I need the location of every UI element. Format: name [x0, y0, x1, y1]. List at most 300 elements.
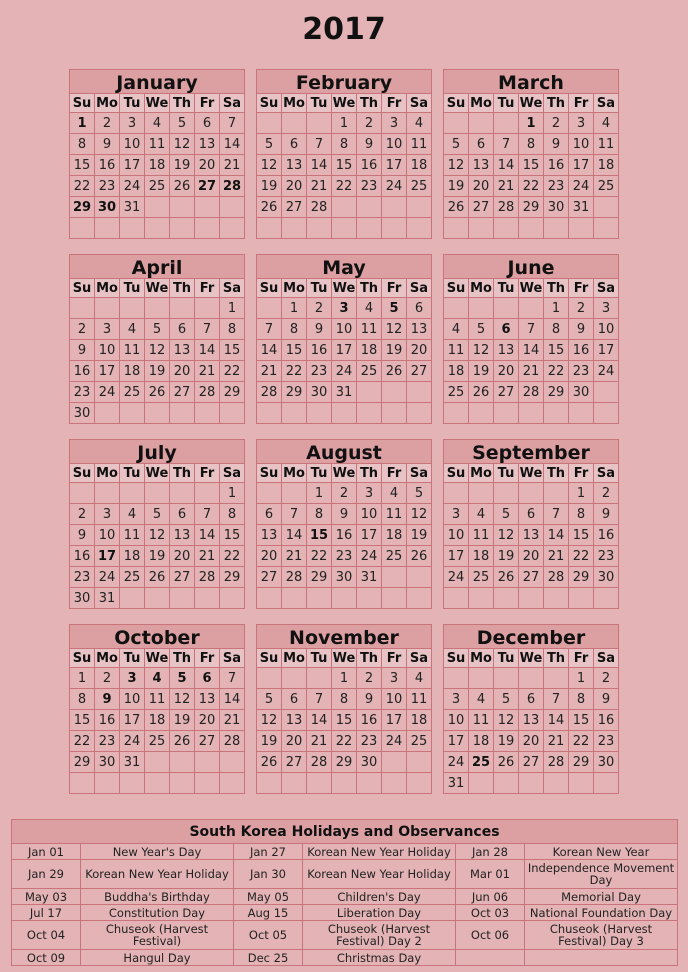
- day-cell: [594, 218, 619, 239]
- day-cell: 2: [307, 298, 332, 319]
- weekday-header: Tu: [494, 279, 519, 298]
- month-title: March: [443, 69, 619, 93]
- day-cell: [145, 218, 170, 239]
- day-cell: 17: [569, 155, 594, 176]
- day-cell: 15: [220, 340, 245, 361]
- holidays-panel: [11, 819, 678, 966]
- day-cell: 22: [220, 361, 245, 382]
- month-table: [443, 648, 619, 794]
- day-cell: [220, 773, 245, 794]
- day-cell: 1: [569, 483, 594, 504]
- holiday-date: Oct 06: [456, 921, 525, 950]
- month-table: [256, 463, 432, 609]
- day-cell: 30: [95, 752, 120, 773]
- day-cell: [407, 752, 432, 773]
- weekday-header: Sa: [594, 649, 619, 668]
- holiday-name: [525, 950, 678, 966]
- day-cell: [70, 483, 95, 504]
- day-cell: 27: [282, 752, 307, 773]
- day-cell: 28: [220, 176, 245, 197]
- day-cell: [469, 668, 494, 689]
- day-cell: [594, 403, 619, 424]
- day-cell: 24: [382, 176, 407, 197]
- weekday-header: We: [519, 465, 543, 481]
- day-cell: 21: [544, 731, 569, 752]
- day-cell: 24: [569, 176, 594, 197]
- day-cell: [594, 773, 619, 794]
- day-cell: [170, 298, 195, 319]
- day-cell: 8: [70, 134, 95, 155]
- day-cell: [120, 298, 145, 319]
- day-cell: 13: [195, 134, 220, 155]
- day-cell: 5: [145, 319, 170, 340]
- month-table: [256, 278, 432, 424]
- day-cell: 16: [594, 525, 619, 546]
- day-cell: [357, 403, 382, 424]
- holiday-name: Children's Day: [303, 889, 456, 905]
- holiday-name: Christmas Day: [303, 950, 456, 966]
- day-cell: 26: [145, 567, 170, 588]
- weekday-header: Mo: [470, 650, 492, 666]
- day-cell: 2: [357, 668, 382, 689]
- day-cell: 13: [257, 525, 282, 546]
- weekday-header: Mo: [96, 280, 118, 296]
- day-cell: 19: [469, 361, 494, 382]
- weekday-header: We: [332, 465, 356, 481]
- day-cell: 22: [282, 361, 307, 382]
- day-cell: 31: [95, 588, 120, 609]
- day-cell: 6: [494, 319, 519, 340]
- day-cell: 8: [332, 689, 357, 710]
- day-cell: [569, 403, 594, 424]
- day-cell: 17: [120, 710, 145, 731]
- day-cell: [307, 668, 332, 689]
- month-january: [69, 69, 245, 239]
- day-cell: 28: [519, 382, 544, 403]
- day-cell: 9: [569, 319, 594, 340]
- day-cell: 22: [332, 731, 357, 752]
- day-cell: 22: [307, 546, 332, 567]
- weekday-header: Su: [257, 464, 282, 483]
- day-cell: [519, 483, 544, 504]
- day-cell: 5: [145, 504, 170, 525]
- day-cell: [220, 403, 245, 424]
- day-cell: [469, 483, 494, 504]
- day-cell: 23: [357, 731, 382, 752]
- holiday-date: Jul 17: [12, 905, 81, 921]
- day-cell: [307, 218, 332, 239]
- day-cell: 13: [519, 525, 544, 546]
- weekday-header: We: [332, 650, 356, 666]
- day-cell: [494, 298, 519, 319]
- holiday-name: Chuseok (Harvest Festival): [81, 921, 234, 950]
- weekday-header: We: [519, 650, 543, 666]
- day-cell: 18: [407, 710, 432, 731]
- day-cell: 16: [357, 155, 382, 176]
- day-cell: [519, 298, 544, 319]
- day-cell: 19: [170, 155, 195, 176]
- day-cell: [282, 483, 307, 504]
- holiday-row: [12, 950, 678, 966]
- day-cell: [544, 773, 569, 794]
- day-cell: [220, 197, 245, 218]
- day-cell: 8: [220, 319, 245, 340]
- month-title: May: [256, 254, 432, 278]
- day-cell: 21: [195, 361, 220, 382]
- weekday-header: Th: [357, 94, 382, 113]
- day-cell: 6: [282, 134, 307, 155]
- day-cell: [357, 382, 382, 403]
- day-cell: 23: [569, 361, 594, 382]
- day-cell: 23: [594, 731, 619, 752]
- day-cell: 30: [70, 403, 95, 424]
- day-cell: [544, 403, 569, 424]
- day-cell: 11: [594, 134, 619, 155]
- day-cell: 22: [519, 176, 544, 197]
- day-cell: 12: [257, 155, 282, 176]
- day-cell: [120, 588, 145, 609]
- day-cell: 31: [569, 197, 594, 218]
- day-cell: [407, 382, 432, 403]
- day-cell: 29: [220, 382, 245, 403]
- day-cell: [257, 218, 282, 239]
- day-cell: 31: [444, 773, 469, 794]
- weekday-header: Fr: [569, 94, 594, 113]
- day-cell: 20: [282, 176, 307, 197]
- day-cell: 1: [70, 668, 95, 689]
- day-cell: 5: [170, 668, 195, 689]
- weekday-header: Fr: [195, 649, 220, 668]
- day-cell: 24: [332, 361, 357, 382]
- weekday-header: Mo: [96, 465, 118, 481]
- day-cell: 26: [170, 731, 195, 752]
- day-cell: 7: [544, 504, 569, 525]
- day-cell: 12: [170, 689, 195, 710]
- day-cell: 9: [594, 689, 619, 710]
- day-cell: [444, 113, 469, 134]
- day-cell: 25: [145, 731, 170, 752]
- month-july: [69, 439, 245, 609]
- day-cell: 11: [357, 319, 382, 340]
- day-cell: 24: [95, 382, 120, 403]
- day-cell: 1: [220, 483, 245, 504]
- day-cell: [145, 483, 170, 504]
- day-cell: 4: [594, 113, 619, 134]
- day-cell: [170, 752, 195, 773]
- day-cell: 13: [519, 710, 544, 731]
- day-cell: 30: [307, 382, 332, 403]
- day-cell: [170, 773, 195, 794]
- holiday-date: Jan 28: [456, 844, 525, 860]
- day-cell: 5: [444, 134, 469, 155]
- weekday-header: Th: [170, 94, 195, 113]
- day-cell: 17: [444, 546, 469, 567]
- day-cell: 11: [382, 504, 407, 525]
- month-title: January: [69, 69, 245, 93]
- day-cell: 28: [307, 197, 332, 218]
- day-cell: 3: [382, 668, 407, 689]
- weekday-header: Su: [70, 649, 95, 668]
- day-cell: 21: [220, 710, 245, 731]
- day-cell: [95, 403, 120, 424]
- day-cell: 4: [120, 319, 145, 340]
- holiday-name: Buddha's Birthday: [81, 889, 234, 905]
- day-cell: 14: [195, 525, 220, 546]
- day-cell: 8: [519, 134, 544, 155]
- weekday-header: Fr: [382, 464, 407, 483]
- day-cell: 29: [282, 382, 307, 403]
- day-cell: 19: [145, 361, 170, 382]
- day-cell: 6: [407, 298, 432, 319]
- day-cell: 9: [594, 504, 619, 525]
- day-cell: 6: [469, 134, 494, 155]
- month-february: [256, 69, 432, 239]
- day-cell: 12: [444, 155, 469, 176]
- day-cell: 10: [120, 689, 145, 710]
- weekday-header: Th: [170, 279, 195, 298]
- weekday-header: Th: [544, 649, 569, 668]
- weekday-header: Sa: [407, 94, 432, 113]
- day-cell: 10: [594, 319, 619, 340]
- day-cell: [120, 483, 145, 504]
- day-cell: 20: [282, 731, 307, 752]
- day-cell: 12: [145, 525, 170, 546]
- weekday-header: Sa: [407, 649, 432, 668]
- weekday-header: We: [145, 650, 169, 666]
- day-cell: [469, 588, 494, 609]
- weekday-header: Fr: [195, 279, 220, 298]
- day-cell: 16: [70, 361, 95, 382]
- day-cell: [382, 382, 407, 403]
- day-cell: 2: [95, 668, 120, 689]
- day-cell: 1: [307, 483, 332, 504]
- day-cell: [544, 483, 569, 504]
- weekday-header: Sa: [220, 649, 245, 668]
- day-cell: 3: [95, 504, 120, 525]
- day-cell: 4: [357, 298, 382, 319]
- month-table: [443, 93, 619, 239]
- holidays-title: South Korea Holidays and Observances: [11, 819, 678, 843]
- day-cell: 9: [332, 504, 357, 525]
- day-cell: 14: [220, 134, 245, 155]
- day-cell: 4: [469, 689, 494, 710]
- weekday-header: Su: [444, 94, 469, 113]
- day-cell: [407, 218, 432, 239]
- day-cell: 2: [357, 113, 382, 134]
- day-cell: 2: [70, 319, 95, 340]
- day-cell: 18: [120, 546, 145, 567]
- day-cell: 16: [357, 710, 382, 731]
- day-cell: 18: [357, 340, 382, 361]
- day-cell: 23: [332, 546, 357, 567]
- holiday-date: Jan 27: [234, 844, 303, 860]
- day-cell: 25: [469, 752, 494, 773]
- day-cell: 9: [70, 340, 95, 361]
- weekday-header: Fr: [569, 649, 594, 668]
- day-cell: 15: [307, 525, 332, 546]
- month-table: [69, 648, 245, 794]
- day-cell: 15: [569, 710, 594, 731]
- day-cell: [594, 197, 619, 218]
- day-cell: [407, 567, 432, 588]
- day-cell: 14: [519, 340, 544, 361]
- weekday-header: Th: [357, 649, 382, 668]
- day-cell: 15: [220, 525, 245, 546]
- day-cell: 29: [307, 567, 332, 588]
- day-cell: 26: [494, 567, 519, 588]
- day-cell: 4: [469, 504, 494, 525]
- day-cell: [407, 588, 432, 609]
- day-cell: [195, 197, 220, 218]
- holiday-date: Aug 15: [234, 905, 303, 921]
- day-cell: [282, 773, 307, 794]
- month-table: [443, 463, 619, 609]
- day-cell: 17: [357, 525, 382, 546]
- month-may: [256, 254, 432, 424]
- weekday-header: Sa: [220, 464, 245, 483]
- day-cell: [544, 588, 569, 609]
- day-cell: 7: [257, 319, 282, 340]
- weekday-header: Su: [257, 649, 282, 668]
- day-cell: [382, 752, 407, 773]
- day-cell: 3: [444, 504, 469, 525]
- month-december: [443, 624, 619, 794]
- day-cell: 18: [594, 155, 619, 176]
- day-cell: 11: [407, 134, 432, 155]
- day-cell: [145, 197, 170, 218]
- day-cell: 27: [282, 197, 307, 218]
- day-cell: 19: [170, 710, 195, 731]
- day-cell: 28: [282, 567, 307, 588]
- weekday-header: Fr: [382, 279, 407, 298]
- day-cell: 27: [257, 567, 282, 588]
- day-cell: [220, 752, 245, 773]
- month-table: [69, 278, 245, 424]
- day-cell: [332, 773, 357, 794]
- day-cell: 3: [357, 483, 382, 504]
- day-cell: [282, 218, 307, 239]
- day-cell: 31: [120, 752, 145, 773]
- weekday-header: Mo: [283, 650, 305, 666]
- day-cell: [357, 197, 382, 218]
- day-cell: 3: [382, 113, 407, 134]
- day-cell: [519, 668, 544, 689]
- day-cell: 8: [569, 689, 594, 710]
- day-cell: 7: [307, 689, 332, 710]
- day-cell: 8: [569, 504, 594, 525]
- day-cell: [469, 403, 494, 424]
- day-cell: 16: [569, 340, 594, 361]
- day-cell: 28: [195, 567, 220, 588]
- day-cell: [444, 403, 469, 424]
- weekday-header: Th: [544, 279, 569, 298]
- day-cell: [444, 298, 469, 319]
- day-cell: [282, 403, 307, 424]
- day-cell: 21: [544, 546, 569, 567]
- day-cell: 23: [357, 176, 382, 197]
- day-cell: 10: [444, 525, 469, 546]
- day-cell: 24: [444, 752, 469, 773]
- day-cell: 7: [282, 504, 307, 525]
- day-cell: 8: [307, 504, 332, 525]
- day-cell: 16: [95, 710, 120, 731]
- day-cell: 20: [519, 731, 544, 752]
- day-cell: 10: [332, 319, 357, 340]
- month-table: [69, 93, 245, 239]
- day-cell: 22: [220, 546, 245, 567]
- day-cell: 25: [407, 176, 432, 197]
- day-cell: 30: [357, 752, 382, 773]
- weekday-header: Fr: [382, 94, 407, 113]
- day-cell: 24: [444, 567, 469, 588]
- weekday-header: Mo: [283, 280, 305, 296]
- day-cell: 13: [469, 155, 494, 176]
- day-cell: 26: [382, 361, 407, 382]
- day-cell: 5: [494, 504, 519, 525]
- day-cell: 15: [544, 340, 569, 361]
- month-table: [69, 463, 245, 609]
- day-cell: 3: [594, 298, 619, 319]
- weekday-header: Su: [70, 94, 95, 113]
- day-cell: 18: [469, 731, 494, 752]
- day-cell: 22: [332, 176, 357, 197]
- weekday-header: Sa: [594, 279, 619, 298]
- day-cell: [494, 483, 519, 504]
- day-cell: 16: [594, 710, 619, 731]
- day-cell: 13: [494, 340, 519, 361]
- weekday-header: Sa: [220, 94, 245, 113]
- weekday-header: Th: [357, 464, 382, 483]
- day-cell: 1: [332, 668, 357, 689]
- day-cell: [382, 588, 407, 609]
- day-cell: 5: [257, 134, 282, 155]
- day-cell: 20: [170, 361, 195, 382]
- day-cell: [195, 752, 220, 773]
- day-cell: 15: [569, 525, 594, 546]
- day-cell: 5: [257, 689, 282, 710]
- weekday-header: Tu: [120, 649, 145, 668]
- weekday-header: Tu: [307, 464, 332, 483]
- holiday-date: Oct 04: [12, 921, 81, 950]
- day-cell: 2: [95, 113, 120, 134]
- day-cell: 3: [332, 298, 357, 319]
- day-cell: 28: [257, 382, 282, 403]
- day-cell: 13: [170, 340, 195, 361]
- day-cell: 29: [70, 197, 95, 218]
- weekday-header: Th: [544, 94, 569, 113]
- day-cell: 13: [195, 689, 220, 710]
- day-cell: [170, 197, 195, 218]
- day-cell: 21: [519, 361, 544, 382]
- day-cell: 17: [332, 340, 357, 361]
- day-cell: 9: [95, 134, 120, 155]
- day-cell: 28: [494, 197, 519, 218]
- day-cell: 25: [120, 567, 145, 588]
- day-cell: 11: [469, 525, 494, 546]
- day-cell: 18: [145, 155, 170, 176]
- day-cell: [407, 773, 432, 794]
- day-cell: [70, 773, 95, 794]
- day-cell: 24: [120, 731, 145, 752]
- weekday-header: Tu: [307, 649, 332, 668]
- weekday-header: Su: [257, 94, 282, 113]
- day-cell: 4: [407, 668, 432, 689]
- weekday-header: Mo: [283, 95, 305, 111]
- day-cell: 6: [282, 689, 307, 710]
- day-cell: [170, 483, 195, 504]
- day-cell: 18: [382, 525, 407, 546]
- day-cell: 21: [257, 361, 282, 382]
